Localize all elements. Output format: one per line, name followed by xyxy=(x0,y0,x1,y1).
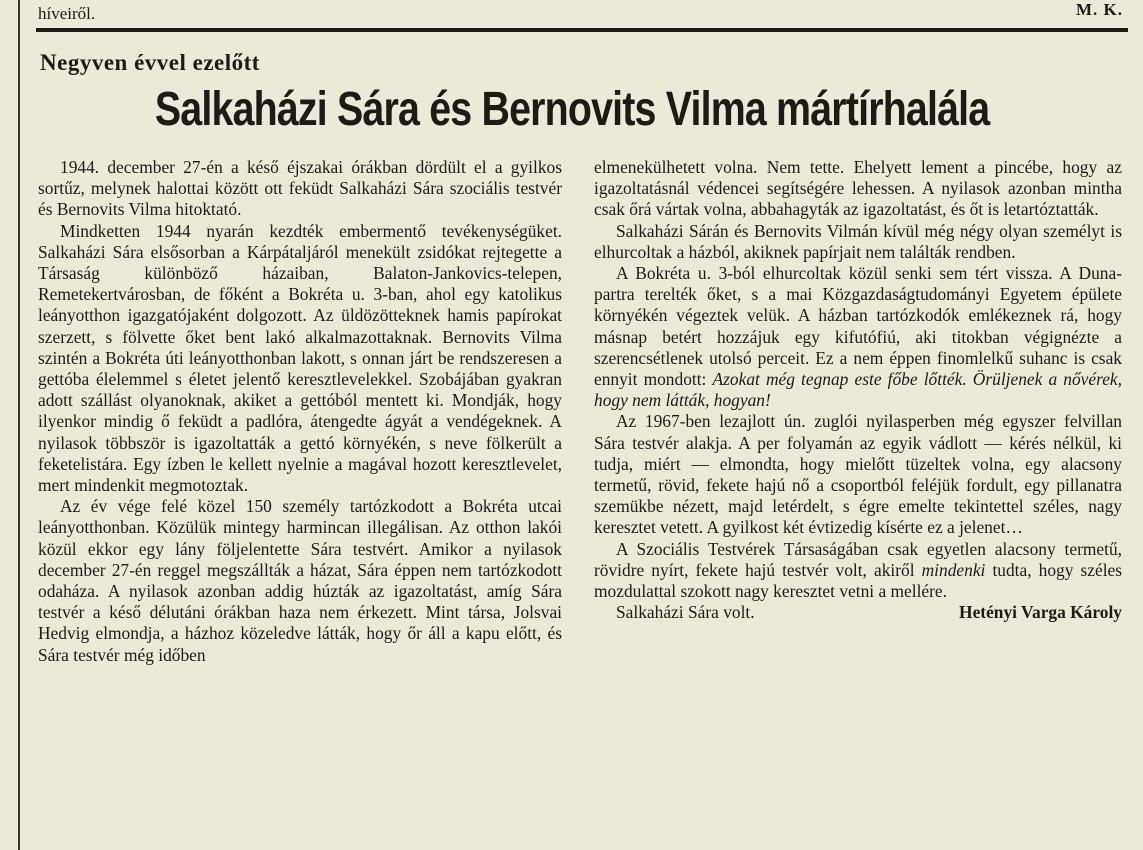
paragraph-text: A Bokréta u. 3-ból elhurcoltak közül senki sem tért vissza. A Duna-partra terelték őket, s a mai Közgazdaságtudományi Egyetem épülete környékén végeztek velük. A házban tartózkodók emlékeznek rá, hogy másnap betért hozzájuk egy kifutófiú, aki titokban végignézte a szerencsétlenek utolsó perceit. Ez a nem éppen finomlelkű suhanc is csak ennyit mondott: xyxy=(594,263,1122,390)
previous-article-signature: M. K. xyxy=(1075,0,1123,19)
paragraph: Az év vége felé közel 150 személy tartózkodott a Bokréta utcai leányotthonban. Közülük mintegy harmincan illegálisan. Az otthon lakói közül ekkor egy lány följelentette Sára testvért. Amikor a nyilasok december 27-én reggel megszállták a házat, Sára éppen nem tartózkodott odaháza. A nyilasok azonban addig húzták az igazoltatást, amíg Sára testvér a késő délutáni órákban haza nem érkezett. Mint társa, Jolsvai Hedvig elmondja, a házhoz közeledve látták, hogy őr áll a kapu előtt, és Sára testvér még időben xyxy=(38,496,562,665)
margin-rule xyxy=(18,0,20,850)
closing-sentence: Salkaházi Sára volt. xyxy=(616,602,755,623)
paragraph: 1944. december 27-én a késő éjszakai órákban dördült el a gyilkos sortűz, melynek halottai között ott feküdt Salkaházi Sára szociális testvér és Bernovits Vilma hitoktató. xyxy=(38,157,562,220)
paragraph: Mindketten 1944 nyarán kezdték embermentő tevékenységüket. Salkaházi Sára elsősorban a Kárpátaljáról menekült zsidókat rejtegette a Társaság különböző házaiban, Balaton-Jankovics-telepen, Remetekertvárosban, de főként a Bokréta u. 3-ban, ahol egy katolikus leányotthon igazgatójaként dolgozott. Az üldözötteknek hamis papírokat szerzett, s fölvette őket bent lakó alkalmazottaknak. Bernovits Vilma szintén a Bokréta úti leányotthonban lakott, s onnan járt be rendszeresen a gettóba élelemmel s életet jelentő keresztlevelekkel. Szobájában gyakran adott szállást olyanoknak, akiket a gettóból mentett ki. Mondják, hogy ilyenkor mindig ő feküdt a padlóra, átengedte ágyát a vendégeknek. A nyilasok többször is igazoltatták a gettó környékén, s neve fölkerült a feketelistára. Egy ízben le kellett nyelnie a magával hozott keresztlevelet, mert mindenkit megmotoztak. xyxy=(38,220,562,496)
paragraph: Az 1967-ben lezajlott ún. zuglói nyilasperben még egyszer felvillan Sára testvér alakja. A per folyamán az egyik vádlott — kérés nélkül, ki tudja, miért — elmondta, hogy mielőtt tüzeltek volna, egy alacsony termetű, rövid, fekete hajú nő a csoportból feléjük fordult, egy pillanatra szemükbe nézett, majd letérdelt, s égre emelte tekintettel széles, nagy keresztet vetett. A gyilkost két évtizedig kísérte ez a jelenet… xyxy=(594,411,1122,538)
article-headline: Salkaházi Sára és Bernovits Vilma mártírhalála xyxy=(154,83,990,136)
paragraph-continuation: elmenekülhetett volna. Nem tette. Ehelyett lement a pincébe, hogy az igazoltatásnál védencei segítségére lehessen. A nyilasok azonban mintha csak őrá vártak volna, abbahagyták az igazoltatást, és őt is letartóztatták. xyxy=(594,157,1122,220)
paragraph-text: A Szociális Testvérek Társaságában csak egyetlen alacsony termetű, rövidre nyírt, fekete hajú testvér volt, akiről xyxy=(594,538,1122,580)
article-column-right xyxy=(594,157,1122,623)
article-kicker: Negyven évvel ezelőtt xyxy=(40,50,260,75)
section-divider xyxy=(36,28,1128,32)
paragraph xyxy=(594,263,1122,411)
paragraph-text: tudta, hogy széles mozdulattal szokott nagy keresztet vetni a mellére. xyxy=(594,559,1123,602)
previous-article-fragment: híveiről. xyxy=(38,4,96,23)
closing-line xyxy=(594,602,1122,623)
emphasized-word: mindenki xyxy=(921,559,986,580)
author-byline: Hetényi Varga Károly xyxy=(959,602,1122,623)
paragraph: Salkaházi Sárán és Bernovits Vilmán kívül még négy olyan személyt is elhurcoltak a házból, akiknek papírjait nem találták rendben. xyxy=(594,220,1122,262)
paragraph xyxy=(594,539,1122,603)
article-column-left xyxy=(38,157,562,666)
quoted-remark: Azokat még tegnap este főbe lőtték. Örüljenek a nővérek, hogy nem látták, hogyan! xyxy=(594,369,1122,411)
